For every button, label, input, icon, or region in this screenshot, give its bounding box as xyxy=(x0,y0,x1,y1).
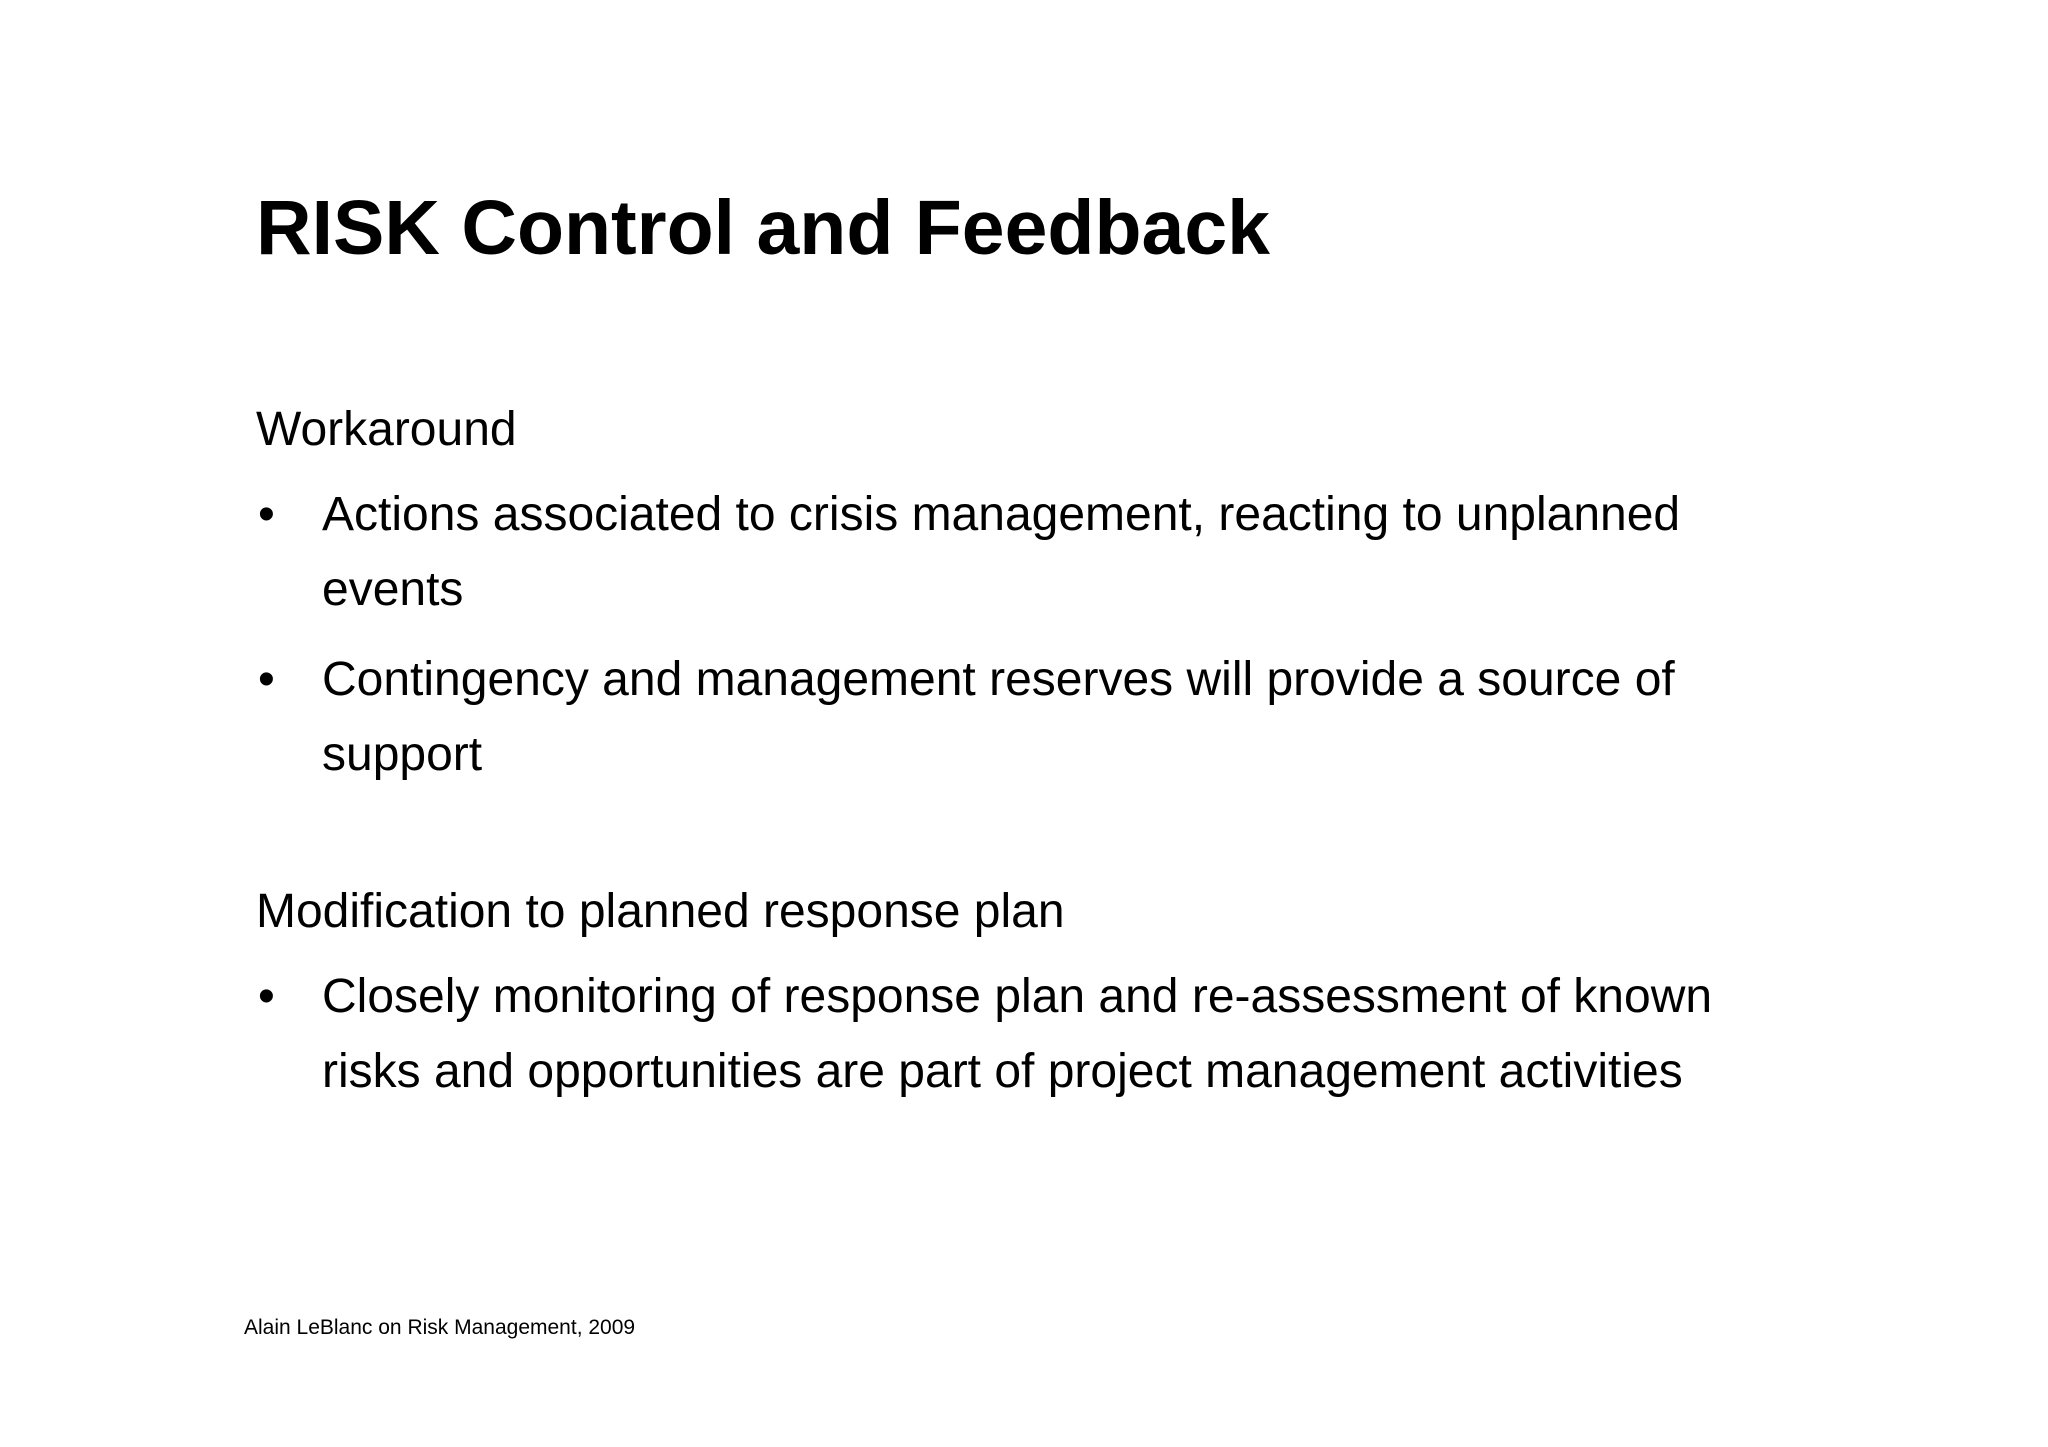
bullet-item xyxy=(256,642,1816,792)
bullet-item xyxy=(256,477,1816,627)
bullet-list xyxy=(256,959,1816,1109)
section-modification xyxy=(256,874,1816,1109)
bullet-icon: • xyxy=(258,970,275,1023)
bullet-list xyxy=(256,477,1816,792)
footer-citation: Alain LeBlanc on Risk Management, 2009 xyxy=(244,1316,636,1339)
bullet-text: Closely monitoring of response plan and re-assessment of known risks and opportunities are part of project management activities xyxy=(322,970,1713,1098)
section-heading: Workaround xyxy=(256,403,517,456)
section-heading: Modification to planned response plan xyxy=(256,885,1065,938)
slide-title: RISK Control and Feedback xyxy=(256,185,1270,271)
slide-content xyxy=(256,392,1816,1124)
bullet-text: Contingency and management reserves will provide a source of support xyxy=(322,653,1675,781)
bullet-item xyxy=(256,959,1816,1109)
bullet-text: Actions associated to crisis management, reacting to unplanned events xyxy=(322,488,1681,616)
bullet-icon: • xyxy=(258,488,275,541)
bullet-icon: • xyxy=(258,653,275,706)
section-workaround xyxy=(256,392,1816,792)
